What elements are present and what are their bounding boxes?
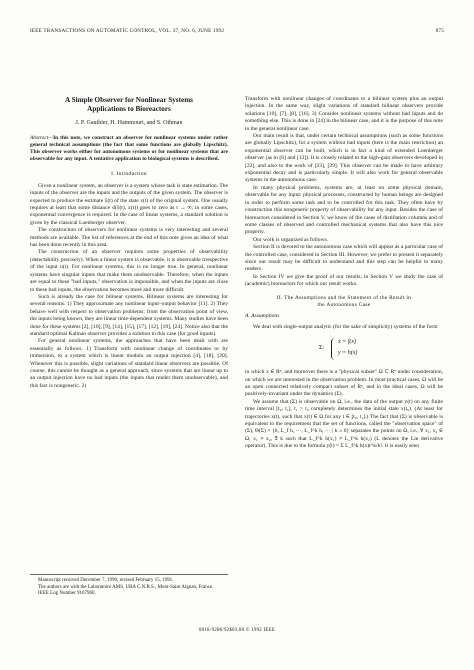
abstract-lead: Abstract—: [30, 135, 54, 142]
subsection-heading: A. Assumptions: [245, 313, 280, 320]
copyright-footer: 0018-9286/92$03.00 © 1992 IEEE: [198, 628, 276, 633]
intro-paragraph: Given a nonlinear system, an observer is a system whose task is state estimation. The inputs of the observer are the inputs and the outputs of the given system. The observer is expected to produce the estimate x̂(t) of the state x(t) of the original system. One usually requires at least that some distance d(x̂(t), x(t)) goes to zero as t → ∞; in some cases, exponential convergence is required. In the case of linear systems, a standard solution is given by the classical Luenberger observer.: [30, 182, 228, 226]
page-number: 875: [435, 28, 444, 34]
footnote: The authors are with the Laboratoire AMS, URA C.N.R.S., Mont-Saint Aignan, France.: [38, 584, 214, 590]
intro-paragraph: For general nonlinear systems, the approaches that have been dealt with are essentially as follows. 1) Transform with nonlinear change of coordinates or by immersion, to a system which is linear modulo an output injection [4], [18], [20]. Whenever this is possible, slight variations of standard linear observers are possible. Of course, this cannot be thought as a general approach, since systems that are linear up to an output injection have no bad inputs (the inputs that render them unobservable), and this fact is nongeneric. 2): [30, 338, 228, 389]
section-heading-introduction: I. Introduction: [111, 171, 147, 178]
right-column: [245, 96, 443, 451]
body-paragraph: Section II is devoted to the autonomous case which will appear as a particular case of the controlled case, considered in Section III. However, we prefer to present it separately since our result may be difficult to understand and this step can be helpful to many readers.: [245, 244, 443, 273]
section-heading-line-1: II. The Assumptions and the Statement of the Result in: [276, 294, 412, 301]
body-paragraph: Our work is organized as follows.: [253, 236, 329, 243]
footnote-block: [30, 574, 228, 598]
abstract-text: In this note, we construct an observer for nonlinear systems under rather general technical assumptions (the fact that some functions are globally Lipschitz). This observer works either for autonomous systems or for nonlinear systems that are observable for any input. A tentative application to biological systems is described.: [30, 135, 228, 163]
body-paragraph: In Section IV we give the proof of our results; in Section V we study the case of (academic) bioreactors for which our result works.: [245, 273, 443, 288]
equation-line-1: ẋ = f(x): [338, 339, 357, 346]
journal-header: IEEE TRANSACTIONS ON AUTOMATIC CONTROL, VOL. 37, NO. 6, JUNE 1992: [30, 28, 225, 34]
author-list: J. P. Gauthier, H. Hammouri, and S. Othman: [75, 120, 183, 126]
footnote: IEEE Log Number 9107960.: [38, 591, 96, 597]
body-paragraph: in which x ∈ Rⁿ, and moreover there is a "physical subset" Ω ⊂ Rⁿ under consideration, on which we are interested in the observation problem. In most practical cases, Ω will be an open connected relatively compact subset of Rⁿ, and in the ideal cases, Ω will be positively-invariant under the dynamics (Σ).: [245, 369, 443, 398]
body-paragraph: Our main result is that, under certain technical assumptions (such as some functions are globally Lipschitz), for a system without bad inputs (here is the main restriction) an exponential observer can be built, which is in fact a kind of extended Luenberger observer (as in [6] and [13]). It is closely related to the high-gain observers developed in [22], and also to the work of [23], [29]. This observer can be made to have arbitrary exponential decay and is particularly simple. It will also work for general observable systems in the autonomous case.: [245, 133, 443, 184]
section-heading-line-2: the Autonomous Case: [317, 301, 371, 308]
running-head: [30, 28, 444, 38]
body-paragraph: We deal with single-output analytic (for the sake of simplicity) systems of the form: [253, 323, 438, 330]
intro-paragraph: The construction of an observer requires some properties of observability (detectability precisely). When a linear system is observable, it is observable irrespective of the input u(t). For nonlinear systems, this is no longer true. In general, nonlinear systems have singular inputs that make them unobservable. Therefore, when the inputs are equal to these "bad inputs," observation is impossible, and when the inputs are close to these bad inputs, the observation becomes more and more difficult.: [30, 249, 228, 293]
intro-paragraph: Such is already the case for bilinear systems. Bilinear systems are interesting for several reasons. 1) They approximate any nonlinear input–output behavior [11]. 2) They behave well with respect to observation problems: from the observation point of view, the inputs being known, they are linear time-dependent systems. Many studies have been done for these systems [2], [10], [9], [14], [15], [17], [12], [19], [24]. Notice also that the standard optimal Kalman observer provides a solution in this case (for good inputs).: [30, 293, 228, 337]
body-paragraph: In many physical problems, systems are, at least on some physical domain, observable for any input: physical processes, constructed by human beings are designed in order to perform some task and to be controlled for this task. They often have by construction this nongeneric property of observability for any input. Besides the case of bioreactors considered in Section V, we know of the cases of distillation columns and of some classes of observed and controlled mechanical systems that also have this nice property.: [245, 184, 443, 236]
left-column: [30, 96, 228, 390]
equation-brace: [331, 338, 336, 360]
intro-paragraph: The construction of observers for nonlinear systems is very interesting and several methods are available. The list of references at the end of this note gives an idea of what has been done recently in this area.: [30, 227, 228, 249]
footnote: Manuscript received December 7, 1990; revised February 15, 1991.: [38, 578, 174, 583]
title-line-2: Applications to Bioreactors: [87, 105, 171, 113]
equation-line-2: y = h(x): [338, 350, 358, 357]
system-equation: [245, 337, 443, 363]
abstract: [30, 135, 228, 163]
equation-label: Σ:: [319, 345, 325, 352]
title-line-1: A Simple Observer for Nonlinear Systems: [65, 96, 193, 104]
body-paragraph: We assume that (Σ) is observable on Ω, i.e., the data of the output y(t) on any finite time interval [t₀, t₁], t₁ > t₀ completely determines the initial state x(t₀). (At least for trajectories x(t), such that x(t) ∈ Ω for any t ∈ [t₀, t₁].) The fact that (Σ) is observable is equivalent to the requirement that the set of functions, called the "observation space" of (Σ), Θ(Σ) = {h, L_f h, ···, L_f^k h, ··· | k ≥ 0} separates the points on Ω, i.e., ∀ x₁, x₂ ∈ Ω, x₁ ≠ x₂, ∃ k such that L_f^k h(x₁) ≠ L_f^k h(x₂) (L denotes the Lie derivative operator). This is due to the formula y(t) = Σ L_f^k h(x)t^k/k!. It is easily seen: [245, 398, 443, 450]
body-paragraph: Transform with nonlinear changes of coordinates to a bilinear system plus an output injection. In the same way, slight variations of standard bilinear observers provide solutions [10], [7], [8], [16]. 3) Consider nonlinear systems without bad inputs and do something else. This is done in [24] in the bilinear case, and it is the purpose of this note in the general nonlinear case.: [245, 96, 443, 132]
article-title: [30, 96, 228, 114]
section-heading-assumptions: [245, 295, 443, 310]
